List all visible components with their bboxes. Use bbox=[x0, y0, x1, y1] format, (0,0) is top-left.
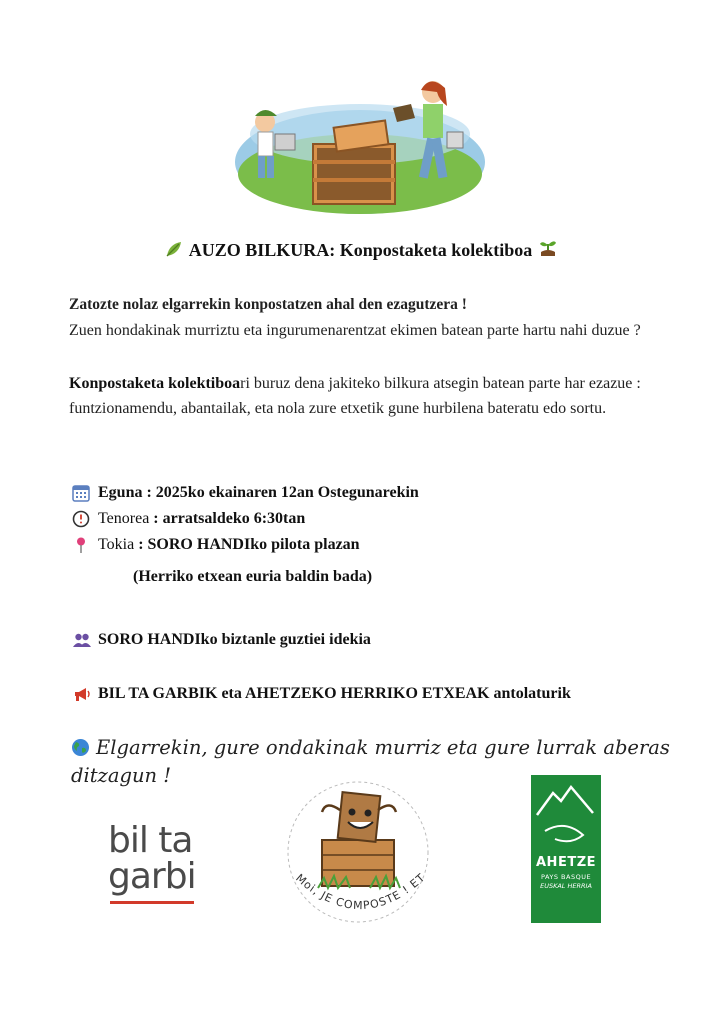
organizers-text: BIL TA GARBIK eta AHETZEKO HERRIKO ETXEAK antolaturik bbox=[98, 685, 571, 702]
ahetze-logo bbox=[531, 775, 601, 923]
time-row bbox=[72, 506, 305, 531]
seedling-icon bbox=[538, 238, 558, 263]
mountain-icon bbox=[531, 775, 601, 853]
biltagarbi-underline bbox=[110, 901, 194, 904]
ahetze-sub1: PAYS BASQUE bbox=[540, 873, 592, 881]
title-row bbox=[0, 238, 723, 263]
place-value: : SORO HANDIko pilota plazan bbox=[134, 536, 360, 553]
paragraph-2 bbox=[69, 371, 659, 421]
paragraph-2-rest: ri buruz dena jakiteko bilkura atsegin batean parte har ezazue : funtzionamendu, abantailak, eta nola zure etxetik gune hurbilena bateratu edo sortu. bbox=[69, 375, 641, 417]
globe-icon bbox=[71, 737, 90, 756]
time-value: : arratsaldeko 6:30tan bbox=[149, 510, 306, 527]
pin-icon bbox=[72, 536, 90, 554]
rain-note: (Herriko etxean euria baldin bada) bbox=[133, 568, 373, 585]
biltagarbi-logo bbox=[108, 820, 198, 913]
time-label: Tenorea bbox=[98, 510, 150, 527]
clock-icon bbox=[72, 510, 90, 528]
biltagarbi-line1: bil ta bbox=[108, 820, 193, 861]
slogan-text: Elgarrekin, gure ondakinak murriz eta gure lurrak aberas ditzagun ! bbox=[71, 736, 670, 787]
compost-bin-character bbox=[278, 780, 438, 930]
open-to-row bbox=[72, 627, 371, 652]
leaf-icon bbox=[165, 240, 183, 263]
ahetze-sub2: EUSKAL HERRIA bbox=[540, 882, 592, 890]
date-text: Eguna : 2025ko ekainaren 12an Ostegunarekin bbox=[98, 484, 419, 501]
date-row bbox=[72, 480, 419, 505]
paragraph-2-bold: Konpostaketa kolektiboa bbox=[69, 375, 241, 392]
page-title: AUZO BILKURA: Konpostaketa kolektiboa bbox=[188, 240, 533, 260]
paragraph-1: Zuen hondakinak murriztu eta ingurumenarentzat ekimen batean parte hartu nahi duzue ? bbox=[69, 322, 641, 339]
megaphone-icon bbox=[72, 685, 90, 703]
biltagarbi-line2: garbi bbox=[108, 856, 196, 897]
compost-logo bbox=[278, 780, 438, 930]
calendar-icon bbox=[72, 484, 90, 502]
ahetze-name: AHETZE bbox=[536, 855, 596, 870]
place-row bbox=[72, 532, 360, 557]
open-to-text: SORO HANDIko biztanle guztiei idekia bbox=[98, 631, 371, 648]
compost-caption: Moi, JE COMPOSTE ! ET bbox=[293, 870, 428, 913]
hero-illustration bbox=[225, 62, 495, 232]
lead-text: Zatozte nolaz elgarrekin konpostatzen ahal den ezagutzera ! bbox=[69, 296, 467, 313]
place-label: Tokia bbox=[98, 536, 135, 553]
people-icon bbox=[72, 631, 90, 649]
organizers-row bbox=[72, 681, 571, 706]
